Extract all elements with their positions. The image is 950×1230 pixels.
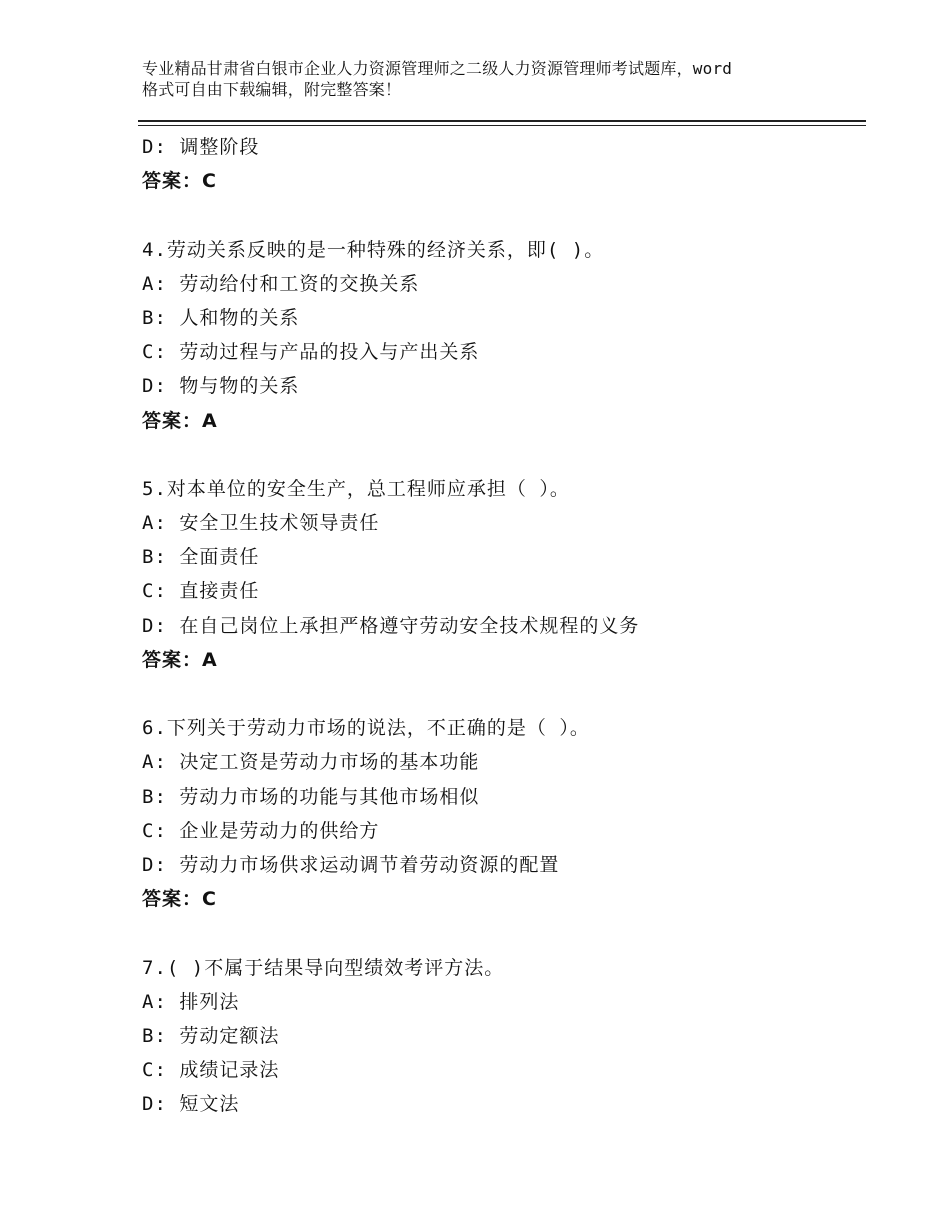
option-a: A: 决定工资是劳动力市场的基本功能 [142,751,480,774]
header-title-line-2: 格式可自由下载编辑，附完整答案！ [142,80,402,99]
option-d: D: 劳动力市场供求运动调节着劳动资源的配置 [142,853,560,876]
option-c: C: 直接责任 [142,580,260,603]
option-b: B: 劳动力市场的功能与其他市场相似 [142,785,480,808]
answer: 答案：C [142,888,217,911]
option-b: B: 全面责任 [142,546,260,569]
question-7 [142,951,862,1122]
question-6 [142,711,862,916]
spacer [142,677,862,711]
option-b: B: 人和物的关系 [142,306,300,329]
option-d: D: 短文法 [142,1093,240,1116]
question-stem: 7.( )不属于结果导向型绩效考评方法。 [142,956,505,979]
spacer [142,198,862,232]
option-a: A: 安全卫生技术领导责任 [142,512,380,535]
question-3-answer: 答案：C [142,170,217,193]
spacer [142,916,862,950]
question-list [142,130,862,1121]
option-d: D: 物与物的关系 [142,375,300,398]
option-a: A: 排列法 [142,990,240,1013]
question-4 [142,233,862,438]
option-c: C: 劳动过程与产品的投入与产出关系 [142,341,480,364]
document-header [142,58,842,100]
question-stem: 5.对本单位的安全生产，总工程师应承担（ ）。 [142,477,570,500]
answer: 答案：A [142,648,218,671]
question-3-option-d: D: 调整阶段 [142,136,260,158]
question-stem: 4.劳动关系反映的是一种特殊的经济关系，即( )。 [142,238,605,261]
option-b: B: 劳动定额法 [142,1024,280,1047]
spacer [142,438,862,472]
option-a: A: 劳动给付和工资的交换关系 [142,272,420,295]
question-stem: 6.下列关于劳动力市场的说法，不正确的是（ ）。 [142,717,590,740]
option-c: C: 成绩记录法 [142,1059,280,1082]
answer: 答案：A [142,409,218,432]
header-title-line-1: 专业精品甘肃省白银市企业人力资源管理师之二级人力资源管理师考试题库，word [142,59,733,78]
header-rule-thin [138,125,866,126]
question-5 [142,472,862,677]
header-rule-thick [138,120,866,122]
option-c: C: 企业是劳动力的供给方 [142,819,380,842]
option-d: D: 在自己岗位上承担严格遵守劳动安全技术规程的义务 [142,614,640,637]
